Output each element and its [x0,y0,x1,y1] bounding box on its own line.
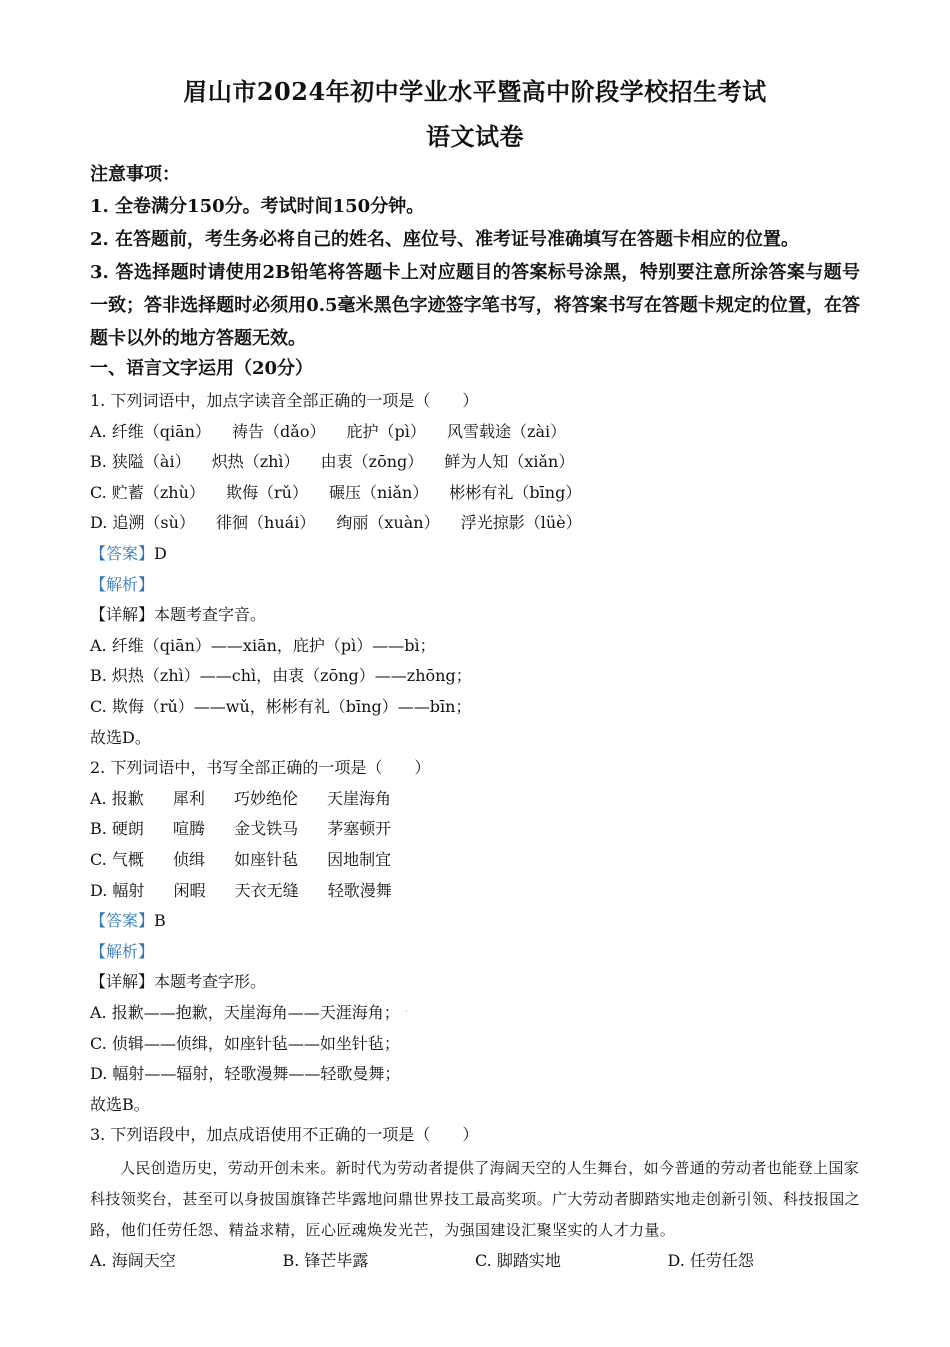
option-word: 祷告（dǎo） [232,421,326,441]
detail-line: A. 报歉——抱歉，天崖海角——天涯海角； · [90,1002,409,1022]
option-word: 喧腾 [173,819,206,839]
option-word: 如座针毡 [234,849,299,869]
option-row-c [90,845,860,876]
answer-label: 【答案】 [90,911,155,931]
option-word: C. 气概 [90,849,144,869]
detail-line: C. 侦辑——侦缉，如座针毡——如坐针毡； [90,1033,400,1053]
option-word: 轻歌漫舞 [327,880,392,900]
choice-b: B. 锋芒毕露 [282,1251,369,1271]
detail-line: 故选B。 [90,1094,150,1114]
option-word: 由衷（zōng） [320,452,424,472]
option-word: 茅塞顿开 [327,819,392,839]
question-stem: 1. 下列词语中，加点字读音全部正确的一项是（ ） [90,391,479,410]
option-row-a [90,417,860,448]
exam-title: 眉山市2024年初中学业水平暨高中阶段学校招生考试 [183,77,767,106]
option-word: 徘徊（huái） [216,513,316,533]
notice-item: 2. 在答题前，考生务必将自己的姓名、座位号、准考证号准确填写在答题卡相应的位置。 [90,229,800,250]
notice-item: 1. 全卷满分150分。考试时间150分钟。 [90,196,425,217]
option-word: 闲暇 [173,880,206,900]
option-word: 风雪载途（zài） [447,421,567,441]
option-word: 金戈铁马 [234,819,299,839]
notice-item: 3. 答选择题时请使用2B铅笔将答题卡上对应题目的答案标号涂黑，特别要注意所涂答案与题号一致；答非选择题时必须用0.5毫米黑色字迹签字笔书写，将答案书写在答题卡规定的位置，在答题卡以外的地方答题无效。 [90,262,860,349]
choice-row [90,1246,860,1277]
choice-d: D. 任劳任怨 [667,1251,754,1271]
option-word: 巧妙绝伦 [233,788,298,808]
option-row-d [90,876,860,907]
choice-c: C. 脚踏实地 [475,1251,561,1271]
option-word: D. 幅射 [90,880,145,900]
detail-line: C. 欺侮（rǔ）——wǔ，彬彬有礼（bīng）——bīn； [90,696,472,716]
option-word: D. 追溯（sù） [90,513,195,533]
answer-line [90,539,860,570]
option-word: 浮光掠影（lüè） [460,513,582,533]
detail-line: A. 纤维（qiān）——xiān，庇护（pì）——bì； [90,635,436,655]
answer-label: 【答案】 [90,543,155,563]
exam-subtitle: 语文试卷 [426,122,524,151]
option-word: B. 硬朗 [90,819,144,839]
option-word: B. 狭隘（ài） [90,452,191,472]
option-word: 炽热（zhì） [211,452,300,472]
detail-line: 故选D。 [90,727,151,747]
option-row-d [90,508,860,539]
detail-line: B. 炽热（zhì）——chì，由衷（zōng）——zhōng； [90,666,472,686]
option-word: 因地制宜 [327,849,392,869]
option-word: 犀利 [172,788,205,808]
section-title: 一、语言文字运用（20分） [90,358,314,379]
stray-mark: · [404,1007,409,1019]
analysis-label: 【解析】 [90,941,155,961]
option-word: 庇护（pì） [346,421,426,441]
answer-line [90,906,860,937]
detail-line: 【详解】本题考查字音。 [90,605,267,625]
option-word: 彬彬有礼（bīng） [449,482,582,502]
option-word: A. 纤维（qiān） [90,421,211,441]
option-word: 侦缉 [172,849,205,869]
option-word: C. 贮蓄（zhù） [90,482,205,502]
option-word: 欺侮（rǔ） [225,482,308,502]
answer-value: D [154,543,167,563]
passage: 人民创造历史，劳动开创未来。新时代为劳动者提供了海阔天空的人生舞台，如今普通的劳动者也能登上国家科技领奖台，甚至可以身披国旗锋芒毕露地问鼎世界技工最高奖项。广大劳动者脚踏实地走创新引领、科技报国之路，他们任劳任怨、精益求精，匠心匠魂焕发光芒，为强国建设汇聚坚实的人才力量。 [90,1159,861,1240]
detail-line: D. 幅射——辐射，轻歌漫舞——轻歌曼舞； [90,1064,401,1084]
option-word: A. 报歉 [90,788,144,808]
questions [90,386,860,1277]
option-row-c [90,478,860,509]
analysis-label: 【解析】 [90,574,155,594]
option-word: 天崖海角 [327,788,392,808]
detail-line: 【详解】本题考查字形。 [90,972,267,992]
answer-value: B [154,911,166,931]
option-word: 鲜为人知（xiǎn） [444,452,575,472]
option-word: 天衣无缝 [234,880,299,900]
question-stem: 3. 下列语段中，加点成语使用不正确的一项是（ ） [90,1125,479,1145]
notice-list [90,190,860,355]
option-row-b [90,814,860,845]
option-word: 碾压（niǎn） [329,482,429,502]
option-row-a [90,784,860,815]
option-row-b [90,447,860,478]
option-word: 绚丽（xuàn） [336,513,440,533]
question-stem: 2. 下列词语中，书写全部正确的一项是（ ） [90,758,431,778]
choice-a: A. 海阔天空 [90,1251,176,1271]
notice-heading: 注意事项： [90,164,180,185]
